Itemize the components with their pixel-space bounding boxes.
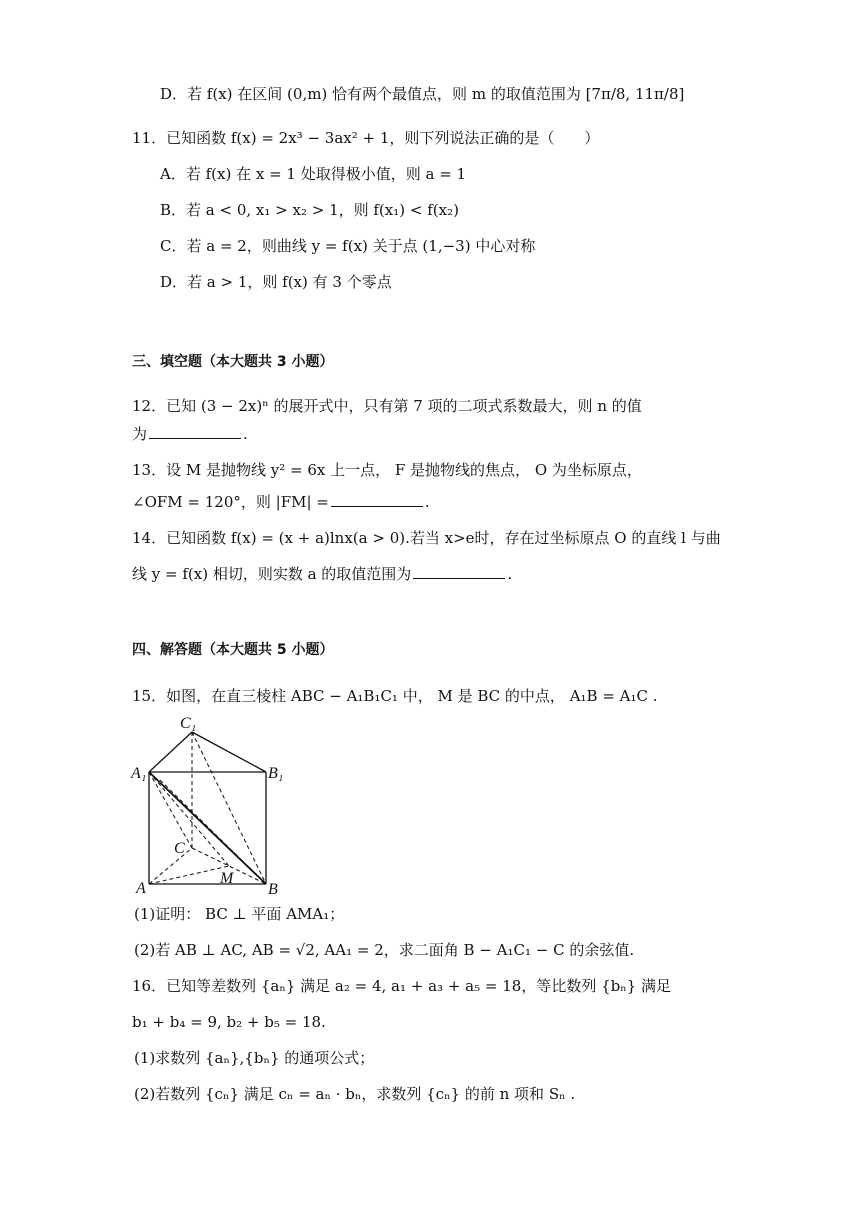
q11-option-c: C．若 a = 2，则曲线 y = f(x) 关于点 (1,−3) 中心对称 <box>160 237 536 255</box>
segment-a1-c <box>149 772 192 848</box>
q12-line-2 <box>132 422 248 446</box>
q12-end: . <box>243 425 248 443</box>
q14-answer-blank[interactable] <box>413 564 505 579</box>
q16-line-2: b₁ + b₄ = 9, b₂ + b₅ = 18. <box>132 1013 326 1031</box>
q11-stem: 11．已知函数 f(x) = 2x³ − 3ax² + 1，则下列说法正确的是（ ） <box>132 129 600 147</box>
q14-line-2 <box>132 562 512 586</box>
q15-part-1: (1)证明： BC ⊥ 平面 AMA₁； <box>134 905 345 923</box>
q13-line-1: 13．设 M 是抛物线 y² = 6x 上一点， F 是抛物线的焦点， O 为坐标原点， <box>132 461 642 479</box>
q11-option-a: A．若 f(x) 在 x = 1 处取得极小值，则 a = 1 <box>160 165 467 183</box>
q12-answer-blank[interactable] <box>149 424 241 439</box>
label-m: M <box>220 870 234 887</box>
q11-option-b: B．若 a < 0, x₁ > x₂ > 1，则 f(x₁) < f(x₂) <box>160 201 459 219</box>
q11-option-d: D．若 a > 1，则 f(x) 有 3 个零点 <box>160 273 392 291</box>
q15-stem: 15．如图，在直三棱柱 ABC − A₁B₁C₁ 中， M 是 BC 的中点， A₁B = A₁C . <box>132 687 658 705</box>
q13-answer-blank[interactable] <box>331 492 423 507</box>
edge-c1-b1 <box>192 732 266 772</box>
q10-option-d: D．若 f(x) 在区间 (0,m) 恰有两个最值点，则 m 的取值范围为 [7π/8, 11π/8] <box>160 85 685 103</box>
q13-line-2 <box>132 490 430 514</box>
section-3-heading: 三、填空题（本大题共 3 小题） <box>132 354 334 370</box>
q15-part-2: (2)若 AB ⊥ AC, AB = √2, AA₁ = 2，求二面角 B − A₁C₁ − C 的余弦值. <box>134 941 635 959</box>
label-b: B <box>268 881 278 898</box>
label-c: C <box>174 840 185 857</box>
section-4-heading: 四、解答题（本大题共 5 小题） <box>132 642 334 658</box>
q14-line-1: 14．已知函数 f(x) = (x + a)lnx(a > 0).若当 x>e时，存在过坐标原点 O 的直线 l 与曲 <box>132 529 721 547</box>
segment-a1-b-inner <box>160 780 266 884</box>
label-b1: B₁ <box>268 765 284 782</box>
label-c1: C₁ <box>180 715 197 732</box>
q12-prefix: 为 <box>132 425 148 443</box>
prism-figure <box>130 712 290 898</box>
label-a: A <box>136 880 146 897</box>
segment-c1-b <box>192 732 266 884</box>
q16-part-2: (2)若数列 {cₙ} 满足 cₙ = aₙ · bₙ，求数列 {cₙ} 的前 n 项和 Sₙ . <box>134 1085 576 1103</box>
q14-prefix: 线 y = f(x) 相切，则实数 a 的取值范围为 <box>132 565 412 583</box>
edge-a-c <box>149 848 192 884</box>
segment-a-m <box>149 866 229 884</box>
q13-end: . <box>424 493 430 511</box>
q14-end: . <box>507 565 513 583</box>
edge-a1-c1 <box>149 732 192 772</box>
q16-line-1: 16．已知等差数列 {aₙ} 满足 a₂ = 4, a₁ + a₃ + a₅ = 18，等比数列 {bₙ} 满足 <box>132 977 672 995</box>
q12-line-1: 12．已知 (3 − 2x)ⁿ 的展开式中，只有第 7 项的二项式系数最大，则 n 的值 <box>132 397 642 415</box>
q13-prefix: ∠OFM = 120°，则 |FM| = <box>132 493 329 511</box>
segment-a1-m <box>149 772 229 866</box>
q16-part-1: (1)求数列 {aₙ},{bₙ} 的通项公式； <box>134 1049 375 1067</box>
label-a1: A₁ <box>131 765 147 782</box>
